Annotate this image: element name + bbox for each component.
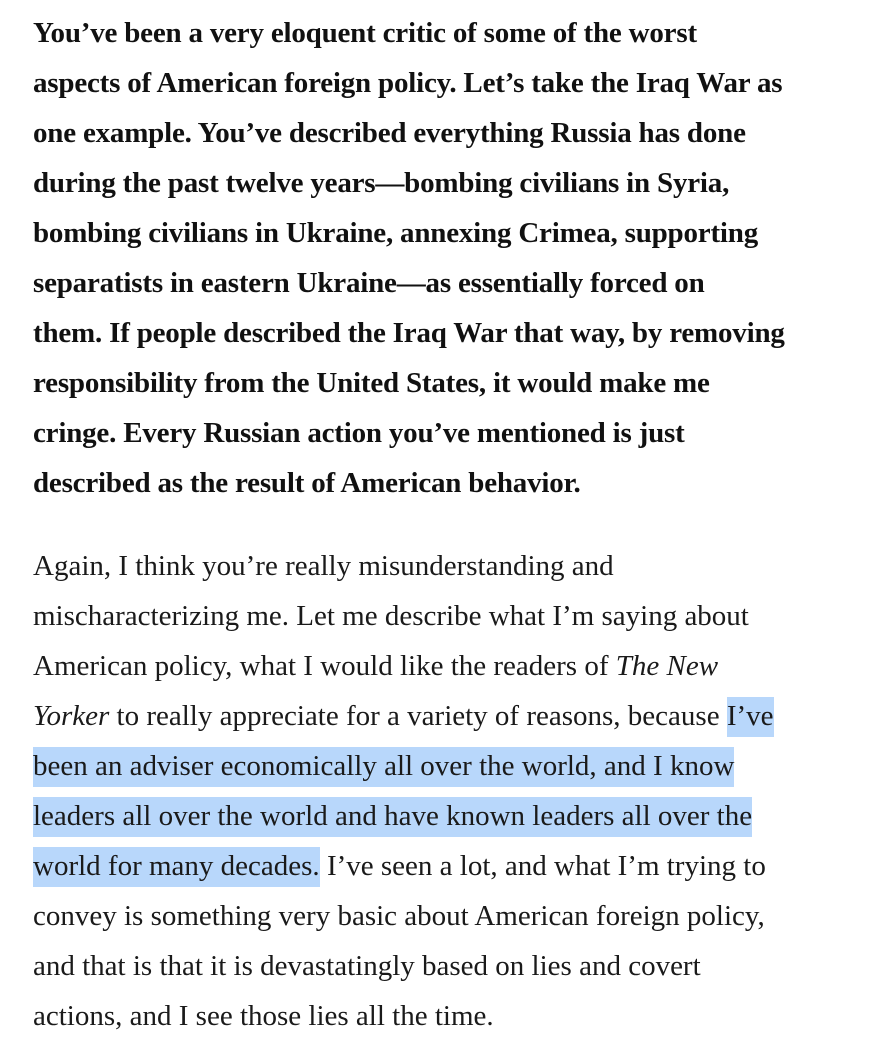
answer-line	[33, 741, 883, 791]
interview-answer	[33, 541, 883, 1041]
question-line: them. If people described the Iraq War that way, by removing	[33, 317, 785, 349]
answer-line: convey is something very basic about American foreign policy,	[33, 900, 765, 932]
text-selection-highlight[interactable]: world for many decades.	[33, 847, 320, 887]
question-line: described as the result of American behavior.	[33, 467, 581, 499]
publication-name: Yorker	[33, 700, 110, 732]
answer-line	[33, 641, 883, 691]
question-line: separatists in eastern Ukraine—as essentially forced on	[33, 267, 705, 299]
question-line: responsibility from the United States, it would make me	[33, 367, 710, 399]
text-selection-highlight[interactable]: been an adviser economically all over the world, and I know	[33, 747, 734, 787]
publication-name: The New	[615, 650, 719, 682]
question-line: one example. You’ve described everything Russia has done	[33, 117, 746, 149]
text-selection-highlight[interactable]: leaders all over the world and have known leaders all over the	[33, 797, 752, 837]
question-line: during the past twelve years—bombing civilians in Syria,	[33, 167, 730, 199]
answer-text: I’ve seen a lot, and what I’m trying to	[319, 850, 766, 882]
answer-line: actions, and I see those lies all the time.	[33, 1000, 494, 1032]
answer-line	[33, 691, 883, 741]
question-line: cringe. Every Russian action you’ve mentioned is just	[33, 417, 685, 449]
answer-line: and that is that it is devastatingly based on lies and covert	[33, 950, 701, 982]
answer-line	[33, 841, 883, 891]
question-line: You’ve been a very eloquent critic of some of the worst	[33, 17, 697, 49]
question-line: aspects of American foreign policy. Let’s take the Iraq War as	[33, 67, 783, 99]
interview-question	[33, 8, 883, 508]
answer-text: American policy, what I would like the readers of	[33, 650, 616, 682]
answer-line	[33, 791, 883, 841]
question-line: bombing civilians in Ukraine, annexing Crimea, supporting	[33, 217, 758, 249]
answer-line: Again, I think you’re really misunderstanding and	[33, 550, 614, 582]
answer-text: to really appreciate for a variety of reasons, because	[109, 700, 727, 732]
article-body	[33, 8, 883, 1041]
text-selection-highlight[interactable]: I’ve	[727, 697, 774, 737]
answer-line: mischaracterizing me. Let me describe what I’m saying about	[33, 600, 749, 632]
